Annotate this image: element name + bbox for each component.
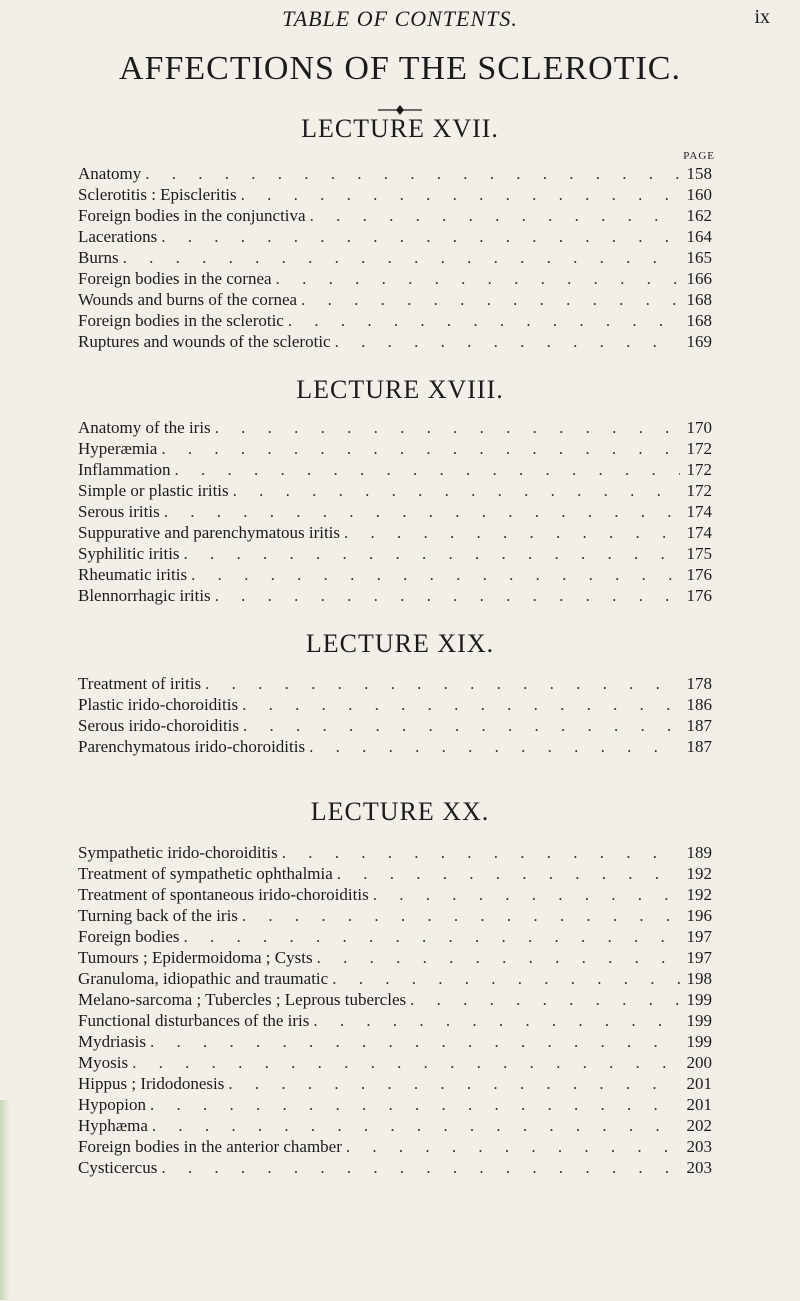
toc-entry[interactable] <box>78 332 712 352</box>
toc-entry[interactable] <box>78 290 712 310</box>
entry-page: 197 <box>686 948 712 967</box>
running-head: TABLE OF CONTENTS. <box>282 6 518 31</box>
toc-entry[interactable] <box>78 248 712 268</box>
toc-entry[interactable] <box>78 586 712 606</box>
entry-page: 187 <box>686 716 712 735</box>
leader-dots <box>187 565 680 585</box>
entry-page: 187 <box>686 737 712 756</box>
leader-dots <box>333 864 680 884</box>
leader-dots <box>237 185 680 205</box>
leader-dots <box>238 906 680 926</box>
leader-dots <box>157 1158 680 1178</box>
toc-entry[interactable] <box>78 674 712 694</box>
entry-page: 200 <box>686 1053 712 1072</box>
toc-entry[interactable] <box>78 864 712 884</box>
lecture-heading: LECTURE XVIII. <box>296 375 504 404</box>
entry-page: 172 <box>686 439 712 458</box>
entry-page: 166 <box>686 269 712 288</box>
leader-dots <box>331 332 680 352</box>
entry-page: 175 <box>686 544 712 563</box>
leader-dots <box>180 927 680 947</box>
entry-page: 160 <box>686 185 712 204</box>
entry-page: 162 <box>686 206 712 225</box>
entry-page: 168 <box>686 311 712 330</box>
toc-entry[interactable] <box>78 418 712 438</box>
toc-entry[interactable] <box>78 1032 712 1052</box>
entry-title: Sclerotitis : Episcleritis <box>78 185 237 204</box>
toc-entry[interactable] <box>78 311 712 331</box>
entry-page: 164 <box>686 227 712 246</box>
entry-title: Granuloma, idiopathic and traumatic <box>78 969 329 988</box>
leader-dots <box>340 523 680 543</box>
entry-page: 169 <box>686 332 712 351</box>
entry-page: 192 <box>686 864 712 883</box>
entry-page: 199 <box>686 1011 712 1030</box>
toc-entry[interactable] <box>78 969 712 989</box>
entry-title: Foreign bodies in the conjunctiva <box>78 206 306 225</box>
entry-title: Burns <box>78 248 119 267</box>
entry-title: Foreign bodies in the cornea <box>78 269 272 288</box>
leader-dots <box>238 695 680 715</box>
entry-title: Ruptures and wounds of the sclerotic <box>78 332 331 351</box>
leader-dots <box>406 990 680 1010</box>
entry-title: Treatment of spontaneous irido-choroiditis <box>78 885 369 904</box>
lecture-heading: LECTURE XIX. <box>305 629 495 658</box>
entry-title: Treatment of iritis <box>78 674 202 693</box>
leader-dots <box>141 164 680 184</box>
entry-page: 201 <box>686 1074 712 1093</box>
entry-title: Serous iritis <box>78 502 160 521</box>
leader-dots <box>119 248 680 268</box>
toc-entry[interactable] <box>78 1095 712 1115</box>
leader-dots <box>284 311 680 331</box>
page-edge-stain <box>0 1100 10 1300</box>
toc-entry[interactable] <box>78 843 712 863</box>
toc-entry[interactable] <box>78 1053 712 1073</box>
entry-page: 178 <box>686 674 712 693</box>
entry-page: 176 <box>686 586 712 605</box>
entry-page: 199 <box>686 990 712 1009</box>
leader-dots <box>369 885 680 905</box>
entry-page: 199 <box>686 1032 712 1051</box>
toc-entry[interactable] <box>78 227 712 247</box>
leader-dots <box>171 460 680 480</box>
toc-entry[interactable] <box>78 885 712 905</box>
entry-page: 197 <box>686 927 712 946</box>
toc-entry[interactable] <box>78 523 712 543</box>
lecture-heading: LECTURE XX. <box>310 797 490 826</box>
toc-entry[interactable] <box>78 1074 712 1094</box>
entry-page: 203 <box>686 1158 712 1177</box>
toc-entry[interactable] <box>78 990 712 1010</box>
leader-dots <box>157 227 680 247</box>
toc-entry[interactable] <box>78 460 712 480</box>
entry-title: Cysticercus <box>78 1158 158 1177</box>
leader-dots <box>160 502 680 522</box>
entry-title: Myosis <box>78 1053 129 1072</box>
leader-dots <box>309 1011 680 1031</box>
lecture-heading: LECTURE XVII. <box>301 114 499 143</box>
toc-entry[interactable] <box>78 439 712 459</box>
entry-page: 186 <box>686 695 712 714</box>
entry-title: Hippus ; Iridodonesis <box>78 1074 225 1093</box>
entry-title: Blennorrhagic iritis <box>78 586 211 605</box>
toc-entry[interactable] <box>78 481 712 501</box>
entry-title: Plastic irido-choroiditis <box>78 695 239 714</box>
entry-title: Suppurative and parenchymatous iritis <box>78 523 341 542</box>
leader-dots <box>278 843 680 863</box>
leader-dots <box>239 716 680 736</box>
entry-title: Syphilitic iritis <box>78 544 180 563</box>
leader-dots <box>305 737 680 757</box>
entry-title: Anatomy of the iris <box>78 418 211 437</box>
toc-entry[interactable] <box>78 1011 712 1031</box>
leader-dots <box>128 1053 680 1073</box>
toc-entry[interactable] <box>78 1116 712 1136</box>
entry-page: 203 <box>686 1137 712 1156</box>
entry-title: Rheumatic iritis <box>78 565 188 584</box>
entry-page: 172 <box>686 460 712 479</box>
toc-entry[interactable] <box>78 737 712 757</box>
toc-entry[interactable] <box>78 695 712 715</box>
leader-dots <box>211 586 680 606</box>
entry-page: 202 <box>686 1116 712 1135</box>
leader-dots <box>313 948 680 968</box>
entry-title: Hyphæma <box>78 1116 148 1135</box>
toc-entry[interactable] <box>78 1137 712 1157</box>
leader-dots <box>297 290 680 310</box>
entry-title: Turning back of the iris <box>78 906 238 925</box>
page-title: AFFECTIONS OF THE SCLEROTIC. <box>119 50 681 87</box>
entry-title: Sympathetic irido-choroiditis <box>78 843 278 862</box>
toc-entry[interactable] <box>78 716 712 736</box>
toc-entry[interactable] <box>78 927 712 947</box>
entry-page: 170 <box>686 418 712 437</box>
entry-title: Mydriasis <box>78 1032 146 1051</box>
entry-page: 192 <box>686 885 712 904</box>
entry-title: Tumours ; Epidermoidoma ; Cysts <box>78 948 313 967</box>
entry-title: Inflammation <box>78 460 171 479</box>
entry-title: Lacerations <box>78 227 158 246</box>
page-column-label: PAGE <box>683 150 715 162</box>
entry-title: Anatomy <box>78 164 142 183</box>
entry-title: Simple or plastic iritis <box>78 481 229 500</box>
entry-page: 201 <box>686 1095 712 1114</box>
entry-title: Functional disturbances of the iris <box>78 1011 310 1030</box>
toc-entry[interactable] <box>78 565 712 585</box>
leader-dots <box>148 1116 680 1136</box>
toc-entry[interactable] <box>78 164 712 184</box>
leader-dots <box>328 969 680 989</box>
leader-dots <box>306 206 680 226</box>
entry-page: 174 <box>686 502 712 521</box>
toc-entry[interactable] <box>78 544 712 564</box>
entry-title: Wounds and burns of the cornea <box>78 290 298 309</box>
leader-dots <box>211 418 680 438</box>
leader-dots <box>229 481 680 501</box>
entry-page: 172 <box>686 481 712 500</box>
entry-page: 174 <box>686 523 712 542</box>
toc-entry[interactable] <box>78 502 712 522</box>
toc-entry[interactable] <box>78 948 712 968</box>
entry-page: 165 <box>686 248 712 267</box>
toc-entry[interactable] <box>78 206 712 226</box>
entry-title: Hypopion <box>78 1095 146 1114</box>
entry-title: Foreign bodies in the anterior chamber <box>78 1137 342 1156</box>
entry-page: 176 <box>686 565 712 584</box>
leader-dots <box>201 674 680 694</box>
leader-dots <box>157 439 680 459</box>
toc-entry[interactable] <box>78 269 712 289</box>
leader-dots <box>342 1137 680 1157</box>
leader-dots <box>146 1032 680 1052</box>
entry-page: 168 <box>686 290 712 309</box>
leader-dots <box>180 544 680 564</box>
toc-entry[interactable] <box>78 1158 712 1178</box>
entry-title: Hyperæmia <box>78 439 158 458</box>
entry-title: Parenchymatous irido-choroiditis <box>78 737 306 756</box>
toc-entry[interactable] <box>78 185 712 205</box>
entry-page: 158 <box>686 164 712 183</box>
entry-title: Serous irido-choroiditis <box>78 716 240 735</box>
entry-title: Foreign bodies <box>78 927 180 946</box>
leader-dots <box>224 1074 680 1094</box>
leader-dots <box>272 269 680 289</box>
entry-title: Foreign bodies in the sclerotic <box>78 311 284 330</box>
leader-dots <box>146 1095 680 1115</box>
page-number: ix <box>754 6 770 28</box>
entry-page: 196 <box>686 906 712 925</box>
entry-title: Treatment of sympathetic ophthalmia <box>78 864 333 883</box>
entry-page: 189 <box>686 843 712 862</box>
entry-title: Melano-sarcoma ; Tubercles ; Leprous tubercles <box>78 990 407 1009</box>
toc-entry[interactable] <box>78 906 712 926</box>
entry-page: 198 <box>686 969 712 988</box>
